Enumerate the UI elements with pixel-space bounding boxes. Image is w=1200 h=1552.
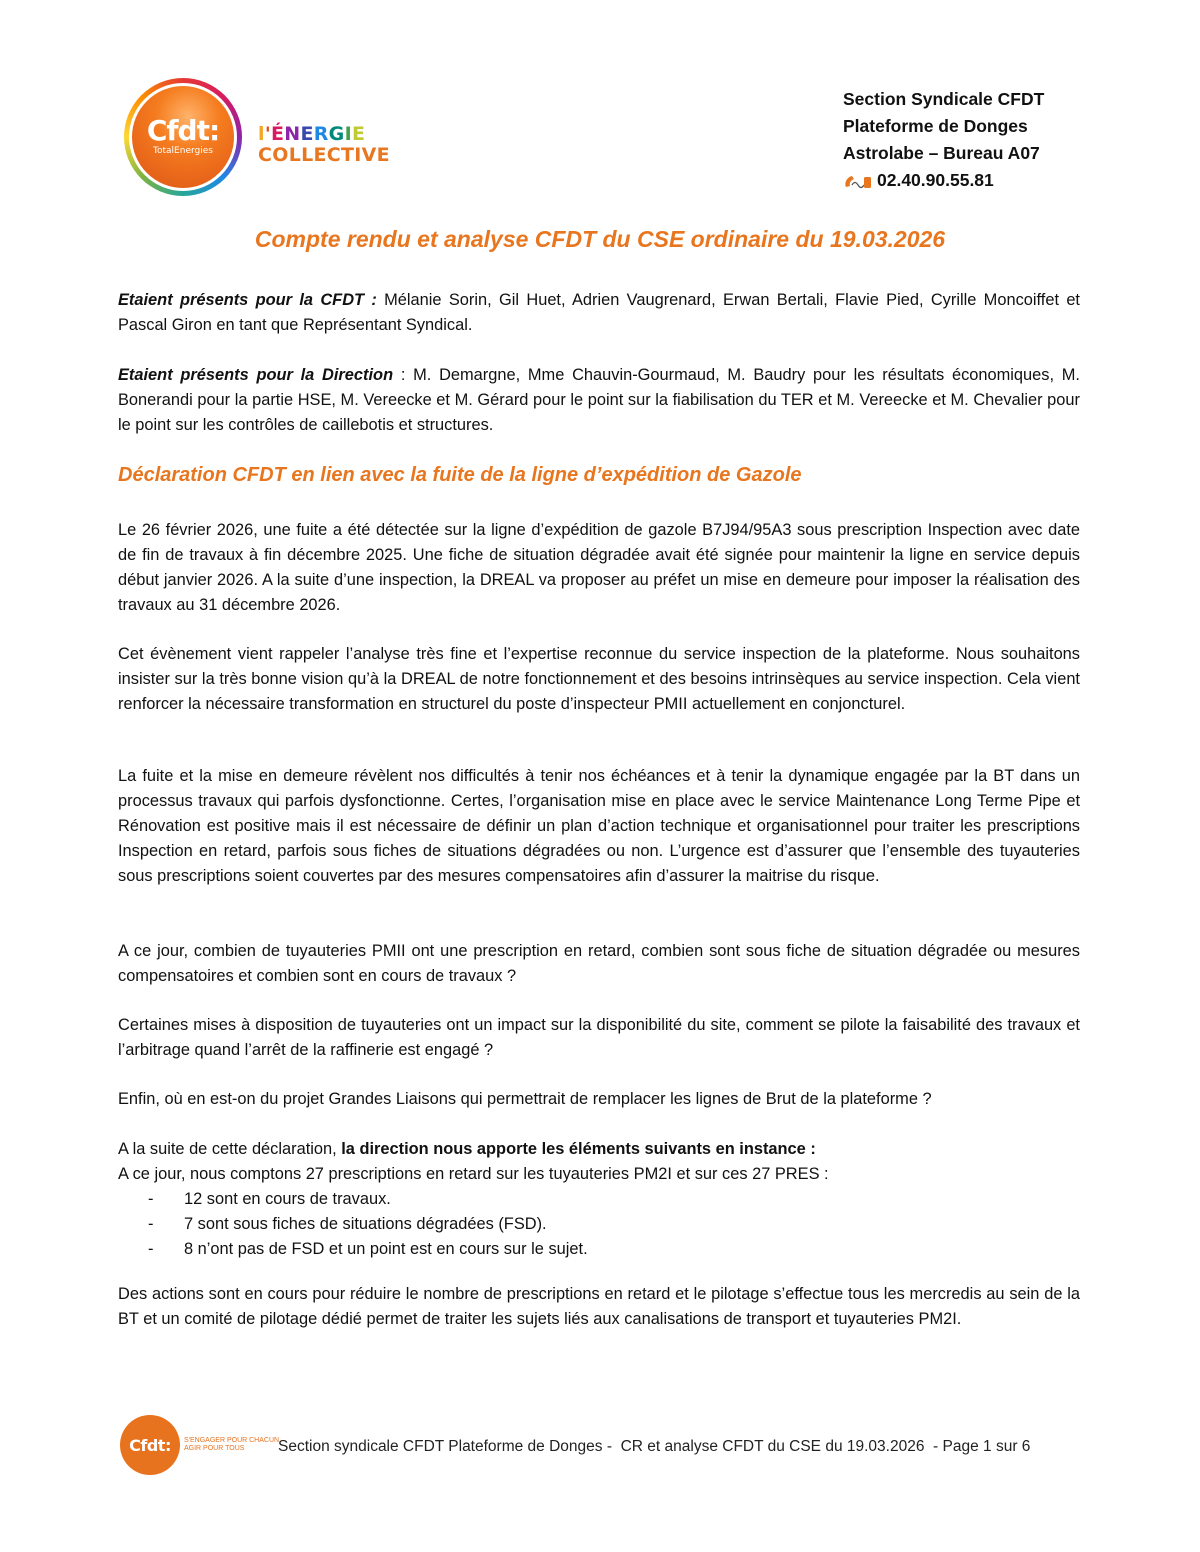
response-list xyxy=(118,1187,1080,1262)
phone-row xyxy=(843,167,1044,194)
attendees-direction-label: Etaient présents pour la Direction xyxy=(118,366,394,384)
footer-tagline-1: S'ENGAGER POUR CHACUN xyxy=(184,1437,280,1444)
response-intro-plain: A la suite de cette déclaration, xyxy=(118,1140,342,1158)
response-line: A ce jour, nous comptons 27 prescriptions en retard sur les tuyauteries PM2I et sur ces 27 PRES : xyxy=(118,1165,829,1183)
attendees-direction xyxy=(118,363,1080,438)
footer-tagline-2: AGIR POUR TOUS xyxy=(184,1445,245,1452)
paragraph: Le 26 février 2026, une fuite a été détectée sur la ligne d’expédition de gazole B7J94/95A3 sous prescription Inspection avec date de fin de travaux à fin décembre 2025. Une fiche de situation dégradée avait été signée pour maintenir la ligne en service depuis début janvier 2026. A la suite d’une inspection, la DREAL va proposer au préfet un mise en demeure pour imposer la réalisation des travaux au 31 décembre 2026. xyxy=(118,521,1080,614)
logo-tagline-line2: COLLECTIVE xyxy=(258,144,390,166)
list-item: - 8 n’ont pas de FSD et un point est en cours sur le sujet. xyxy=(118,1237,1080,1262)
section-address xyxy=(843,86,1044,194)
footer-logo-tagline xyxy=(184,1437,279,1453)
response-intro-bold: la direction nous apporte les éléments suivants en instance : xyxy=(341,1140,816,1158)
footer-cfdt-logo xyxy=(120,1415,279,1475)
logo-ring xyxy=(124,78,242,196)
paragraph: Cet évènement vient rappeler l’analyse très fine et l’expertise reconnue du service inspection de la plateforme. Nous souhaitons insister sur la très bonne vision qu’à la DREAL de notre fonctionnement et des besoins intrinsèques au service inspection. Cela vient renforcer la nécessaire transformation en structurel du poste d’inspecteur PMII actuellement en conjoncturel. xyxy=(118,645,1080,713)
logo-totalenergies-text: TotalEnergies xyxy=(153,146,213,156)
page-title: Compte rendu et analyse CFDT du CSE ordinaire du 19.03.2026 xyxy=(254,226,946,252)
section-heading: Déclaration CFDT en lien avec la fuite de la ligne d’expédition de Gazole xyxy=(118,464,802,486)
direction-response xyxy=(118,1137,1080,1262)
phone-number: 02.40.90.55.81 xyxy=(877,170,994,190)
attendees-cfdt xyxy=(118,288,1080,338)
address-line-2: Plateforme de Donges xyxy=(843,116,1028,136)
response-intro xyxy=(118,1137,1080,1162)
paragraph-question: A ce jour, combien de tuyauteries PMII ont une prescription en retard, combien sont sous fiche de situation dégradée ou mesures compensatoires et combien sont en cours de travaux ? xyxy=(118,942,1080,985)
paragraph: La fuite et la mise en demeure révèlent nos difficultés à tenir nos échéances et à tenir la dynamique engagée par la BT dans un processus travaux qui parfois dysfonctionne. Certes, l’organisation mise en place avec le service Maintenance Long Terme Pipe et Rénovation est positive mais il est nécessaire de définir un plan d’action technique et organisationnel pour traiter les prescriptions Inspection en retard, parfois sous fiches de situations dégradées ou non. L’urgence est d’assurer que l’ensemble des tuyauteries sous prescriptions soient couvertes par des mesures compensatoires afin d’assurer la maitrise du risque. xyxy=(118,767,1080,885)
closing-paragraph: Des actions sont en cours pour réduire le nombre de prescriptions en retard et le pilotage s’effectue tous les mercredis au sein de la BT et un comité de pilotage dédié permet de traiter les sujets liés aux canalisations de transport et tuyauteries PM2I. xyxy=(118,1285,1080,1328)
footer-logo-circle: Cfdt: xyxy=(120,1415,180,1475)
attendees-direction-names: : M. Demargne, Mme Chauvin-Gourmaud, M. Baudry pour les résultats économiques, M. Bonerandi pour la partie HSE, M. Vereecke et M. Gérard pour le point sur la fiabilisation du TER et M. Vereecke et M. Chevalier pour le point sur les contrôles de caillebotis et structures. xyxy=(118,366,1080,434)
address-line-3: Astrolabe – Bureau A07 xyxy=(843,143,1040,163)
paragraph-question: Certaines mises à disposition de tuyauteries ont un impact sur la disponibilité du site, comment se pilote la faisabilité des travaux et l’arbitrage quand l’arrêt de la raffinerie est engagé ? xyxy=(118,1016,1080,1059)
logo-tagline xyxy=(258,124,390,166)
address-line-1: Section Syndicale CFDT xyxy=(843,89,1045,109)
footer-text: Section syndicale CFDT Plateforme de Donges - CR et analyse CFDT du CSE du 19.03.2026 - Page 1 sur 6 xyxy=(278,1438,1031,1455)
paragraph-question: Enfin, où en est-on du projet Grandes Liaisons qui permettrait de remplacer les lignes de Brut de la plateforme ? xyxy=(118,1090,932,1108)
attendees-cfdt-names: Mélanie Sorin, Gil Huet, Adrien Vaugrenard, Erwan Bertali, Flavie Pied, Cyrille Moncoiffet et Pascal Giron en tant que Représentant Syndical. xyxy=(118,291,1080,334)
telephone-icon xyxy=(843,172,873,190)
list-item: - 7 sont sous fiches de situations dégradées (FSD). xyxy=(118,1212,1080,1237)
cfdt-energie-logo xyxy=(118,76,418,208)
attendees-cfdt-label: Etaient présents pour la CFDT : xyxy=(118,291,377,309)
logo-tagline-line1: l'ÉNERGIE xyxy=(258,123,366,145)
logo-cfdt-text: Cfdt: xyxy=(146,114,220,147)
list-item: - 12 sont en cours de travaux. xyxy=(118,1187,1080,1212)
